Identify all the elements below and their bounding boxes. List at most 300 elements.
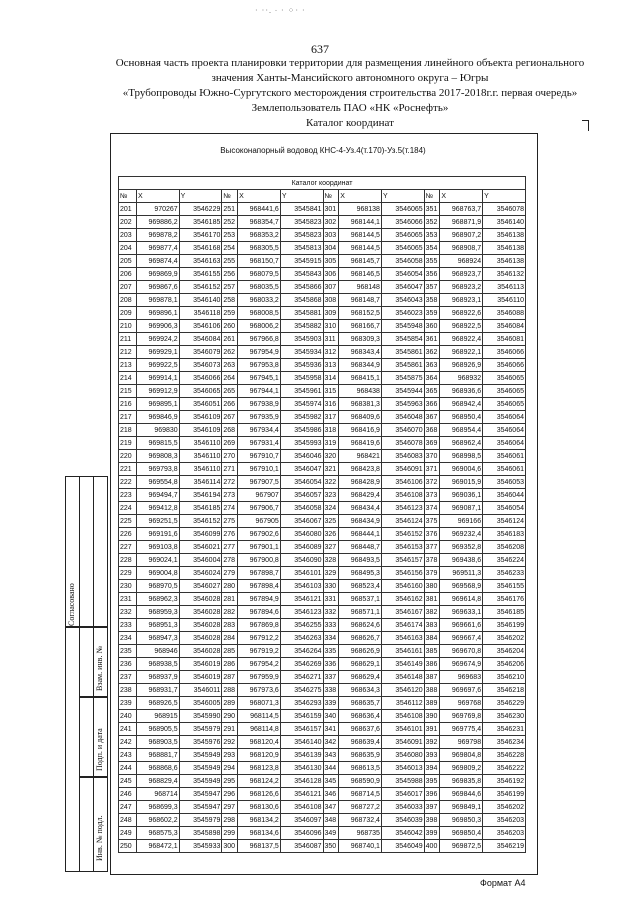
y-coordinate-cell: 3545982 (280, 411, 323, 424)
y-coordinate-cell: 3546275 (280, 684, 323, 697)
x-coordinate-cell: 968144,5 (339, 229, 382, 242)
y-coordinate-cell: 3546120 (381, 684, 424, 697)
point-number-cell: 354 (424, 242, 440, 255)
x-coordinate-cell: 969922,5 (136, 359, 179, 372)
x-coordinate-cell: 968629,4 (339, 671, 382, 684)
column-header: № (222, 190, 238, 203)
x-coordinate-cell: 968868,6 (136, 762, 179, 775)
table-row (119, 736, 526, 749)
column-header: Y (483, 190, 526, 203)
y-coordinate-cell: 3546028 (179, 632, 222, 645)
point-number-cell: 380 (424, 580, 440, 593)
y-coordinate-cell: 3546027 (179, 580, 222, 593)
y-coordinate-cell: 3546064 (483, 424, 526, 437)
x-coordinate-cell: 967954,9 (238, 346, 281, 359)
stamp-divider-1 (65, 626, 108, 628)
point-number-cell: 331 (323, 593, 339, 606)
point-number-cell: 293 (222, 749, 238, 762)
x-coordinate-cell: 969024,1 (136, 554, 179, 567)
y-coordinate-cell: 3546065 (381, 229, 424, 242)
point-number-cell: 279 (222, 567, 238, 580)
table-row (119, 424, 526, 437)
point-number-cell: 395 (424, 775, 440, 788)
x-coordinate-cell: 968932 (440, 372, 483, 385)
x-coordinate-cell: 968735 (339, 827, 382, 840)
point-number-cell: 288 (222, 684, 238, 697)
y-coordinate-cell: 3546065 (381, 242, 424, 255)
x-coordinate-cell: 969872,5 (440, 840, 483, 853)
table-row (119, 606, 526, 619)
point-number-cell: 341 (323, 723, 339, 736)
point-number-cell: 344 (323, 762, 339, 775)
approval-stamp (65, 476, 110, 872)
y-coordinate-cell: 3546051 (179, 398, 222, 411)
x-coordinate-cell: 969924,2 (136, 333, 179, 346)
point-number-cell: 324 (323, 502, 339, 515)
y-coordinate-cell: 3545974 (280, 398, 323, 411)
point-number-cell: 245 (119, 775, 137, 788)
y-coordinate-cell: 3545963 (381, 398, 424, 411)
y-coordinate-cell: 3545949 (179, 775, 222, 788)
y-coordinate-cell: 3546103 (280, 580, 323, 593)
x-coordinate-cell: 967907 (238, 489, 281, 502)
x-coordinate-cell: 968947,3 (136, 632, 179, 645)
x-coordinate-cell: 969768 (440, 697, 483, 710)
point-number-cell: 377 (424, 541, 440, 554)
point-number-cell: 314 (323, 372, 339, 385)
y-coordinate-cell: 3546121 (280, 788, 323, 801)
point-number-cell: 215 (119, 385, 137, 398)
x-coordinate-cell: 968959,3 (136, 606, 179, 619)
x-coordinate-cell: 968923,7 (440, 268, 483, 281)
y-coordinate-cell: 3546108 (381, 710, 424, 723)
y-coordinate-cell: 3546109 (179, 411, 222, 424)
x-coordinate-cell: 968922,6 (440, 307, 483, 320)
point-number-cell: 305 (323, 255, 339, 268)
point-number-cell: 270 (222, 450, 238, 463)
y-coordinate-cell: 3545947 (179, 801, 222, 814)
table-body (119, 203, 526, 853)
table-row (119, 619, 526, 632)
x-coordinate-cell: 968954,4 (440, 424, 483, 437)
x-coordinate-cell: 968571,1 (339, 606, 382, 619)
frame-bracket (582, 120, 589, 131)
point-number-cell: 369 (424, 437, 440, 450)
x-coordinate-cell: 968613,5 (339, 762, 382, 775)
point-number-cell: 313 (323, 359, 339, 372)
y-coordinate-cell: 3546046 (280, 450, 323, 463)
x-coordinate-cell: 968353,2 (238, 229, 281, 242)
point-number-cell: 278 (222, 554, 238, 567)
x-coordinate-cell: 967894,6 (238, 606, 281, 619)
point-number-cell: 297 (222, 801, 238, 814)
header-line-2: значения Ханты-Мансийского автономного округа – Югры (211, 72, 489, 84)
point-number-cell: 269 (222, 437, 238, 450)
y-coordinate-cell: 3545875 (381, 372, 424, 385)
point-number-cell: 337 (323, 671, 339, 684)
x-coordinate-cell: 968922,1 (440, 346, 483, 359)
x-coordinate-cell: 969004,8 (136, 567, 179, 580)
point-number-cell: 220 (119, 450, 137, 463)
x-coordinate-cell: 969554,8 (136, 476, 179, 489)
y-coordinate-cell: 3545958 (280, 372, 323, 385)
y-coordinate-cell: 3546061 (483, 463, 526, 476)
column-header: Y (280, 190, 323, 203)
point-number-cell: 376 (424, 528, 440, 541)
y-coordinate-cell: 3546208 (483, 541, 526, 554)
y-coordinate-cell: 3546112 (381, 697, 424, 710)
point-number-cell: 379 (424, 567, 440, 580)
y-coordinate-cell: 3545843 (280, 268, 323, 281)
table-row (119, 645, 526, 658)
x-coordinate-cell: 969798 (440, 736, 483, 749)
table-row (119, 723, 526, 736)
y-coordinate-cell: 3546148 (381, 671, 424, 684)
x-coordinate-cell: 967906,7 (238, 502, 281, 515)
x-coordinate-cell: 968472,1 (136, 840, 179, 853)
x-coordinate-cell: 968905,5 (136, 723, 179, 736)
x-coordinate-cell: 967907,5 (238, 476, 281, 489)
y-coordinate-cell: 3546138 (483, 229, 526, 242)
table-row (119, 359, 526, 372)
point-number-cell: 358 (424, 294, 440, 307)
point-number-cell: 230 (119, 580, 137, 593)
table-header-row (119, 190, 526, 203)
point-number-cell: 241 (119, 723, 137, 736)
table-row (119, 840, 526, 853)
y-coordinate-cell: 3546210 (483, 671, 526, 684)
x-coordinate-cell: 969850,3 (440, 814, 483, 827)
point-number-cell: 370 (424, 450, 440, 463)
y-coordinate-cell: 3546123 (280, 606, 323, 619)
x-coordinate-cell: 968602,2 (136, 814, 179, 827)
y-coordinate-cell: 3546199 (483, 788, 526, 801)
y-coordinate-cell: 3546224 (483, 554, 526, 567)
y-coordinate-cell: 3546264 (280, 645, 323, 658)
y-coordinate-cell: 3546160 (381, 580, 424, 593)
point-number-cell: 223 (119, 489, 137, 502)
x-coordinate-cell: 968416,9 (339, 424, 382, 437)
x-coordinate-cell: 968634,3 (339, 684, 382, 697)
table-row (119, 463, 526, 476)
y-coordinate-cell: 3546065 (483, 372, 526, 385)
y-coordinate-cell: 3545898 (179, 827, 222, 840)
x-coordinate-cell: 968962,4 (440, 437, 483, 450)
point-number-cell: 320 (323, 450, 339, 463)
x-coordinate-cell: 968144,1 (339, 216, 382, 229)
y-coordinate-cell: 3546202 (483, 632, 526, 645)
x-coordinate-cell: 967910,7 (238, 450, 281, 463)
table-row (119, 632, 526, 645)
x-coordinate-cell: 968123,8 (238, 762, 281, 775)
point-number-cell: 206 (119, 268, 137, 281)
point-number-cell: 250 (119, 840, 137, 853)
y-coordinate-cell: 3546153 (381, 541, 424, 554)
point-number-cell: 274 (222, 502, 238, 515)
point-number-cell: 300 (222, 840, 238, 853)
y-coordinate-cell: 3545882 (280, 320, 323, 333)
x-coordinate-cell: 968942,4 (440, 398, 483, 411)
point-number-cell: 257 (222, 281, 238, 294)
point-number-cell: 249 (119, 827, 137, 840)
y-coordinate-cell: 3546159 (280, 710, 323, 723)
table-row (119, 697, 526, 710)
point-number-cell: 326 (323, 528, 339, 541)
x-coordinate-cell: 968381,3 (339, 398, 382, 411)
y-coordinate-cell: 3546229 (179, 203, 222, 216)
y-coordinate-cell: 3546219 (483, 840, 526, 853)
point-number-cell: 348 (323, 814, 339, 827)
y-coordinate-cell: 3546157 (280, 723, 323, 736)
y-coordinate-cell: 3546028 (179, 619, 222, 632)
x-coordinate-cell: 969352,8 (440, 541, 483, 554)
point-number-cell: 226 (119, 528, 137, 541)
point-number-cell: 214 (119, 372, 137, 385)
point-number-cell: 385 (424, 645, 440, 658)
header-line-4: Землепользователь ПАО «НК «Роснефть» (251, 102, 449, 114)
point-number-cell: 207 (119, 281, 137, 294)
point-number-cell: 307 (323, 281, 339, 294)
point-number-cell: 217 (119, 411, 137, 424)
point-number-cell: 352 (424, 216, 440, 229)
point-number-cell: 255 (222, 255, 238, 268)
y-coordinate-cell: 3546229 (483, 697, 526, 710)
x-coordinate-cell: 969191,6 (136, 528, 179, 541)
y-coordinate-cell: 3546263 (280, 632, 323, 645)
y-coordinate-cell: 3546064 (483, 411, 526, 424)
x-coordinate-cell: 968434,4 (339, 502, 382, 515)
point-number-cell: 227 (119, 541, 137, 554)
y-coordinate-cell: 3546065 (483, 398, 526, 411)
x-coordinate-cell: 968419,6 (339, 437, 382, 450)
point-number-cell: 247 (119, 801, 137, 814)
point-number-cell: 347 (323, 801, 339, 814)
y-coordinate-cell: 3546054 (483, 502, 526, 515)
table-row (119, 476, 526, 489)
y-coordinate-cell: 3546183 (483, 528, 526, 541)
x-coordinate-cell: 968138 (339, 203, 382, 216)
point-number-cell: 298 (222, 814, 238, 827)
point-number-cell: 218 (119, 424, 137, 437)
y-coordinate-cell: 3546206 (483, 658, 526, 671)
x-coordinate-cell: 968998,5 (440, 450, 483, 463)
point-number-cell: 232 (119, 606, 137, 619)
x-coordinate-cell: 968926,5 (136, 697, 179, 710)
y-coordinate-cell: 3546064 (483, 437, 526, 450)
x-coordinate-cell: 967902,6 (238, 528, 281, 541)
x-coordinate-cell: 968523,4 (339, 580, 382, 593)
point-number-cell: 315 (323, 385, 339, 398)
x-coordinate-cell: 968635,9 (339, 749, 382, 762)
y-coordinate-cell: 3546176 (483, 593, 526, 606)
y-coordinate-cell: 3546293 (280, 697, 323, 710)
y-coordinate-cell: 3546132 (483, 268, 526, 281)
table-row (119, 489, 526, 502)
point-number-cell: 211 (119, 333, 137, 346)
table-row (119, 710, 526, 723)
x-coordinate-cell: 969874,4 (136, 255, 179, 268)
table-row (119, 684, 526, 697)
y-coordinate-cell: 3545933 (179, 840, 222, 853)
point-number-cell: 256 (222, 268, 238, 281)
x-coordinate-cell: 969769,8 (440, 710, 483, 723)
y-coordinate-cell: 3545823 (280, 229, 323, 242)
y-coordinate-cell: 3546070 (381, 424, 424, 437)
top-scribble: · ··. ∙ · ⁘· · (255, 6, 306, 15)
x-coordinate-cell: 968415,1 (339, 372, 382, 385)
table-row (119, 671, 526, 684)
y-coordinate-cell: 3546161 (381, 645, 424, 658)
x-coordinate-cell: 968903,5 (136, 736, 179, 749)
x-coordinate-cell: 968441,6 (238, 203, 281, 216)
x-coordinate-cell: 969494,7 (136, 489, 179, 502)
x-coordinate-cell: 969614,8 (440, 593, 483, 606)
y-coordinate-cell: 3546149 (381, 658, 424, 671)
point-number-cell: 291 (222, 723, 238, 736)
point-number-cell: 367 (424, 411, 440, 424)
y-coordinate-cell: 3545868 (280, 294, 323, 307)
x-coordinate-cell: 968126,6 (238, 788, 281, 801)
point-number-cell: 224 (119, 502, 137, 515)
point-number-cell: 238 (119, 684, 137, 697)
y-coordinate-cell: 3546054 (280, 476, 323, 489)
point-number-cell: 392 (424, 736, 440, 749)
point-number-cell: 258 (222, 294, 238, 307)
y-coordinate-cell: 3546118 (179, 307, 222, 320)
y-coordinate-cell: 3545990 (179, 710, 222, 723)
x-coordinate-cell: 969912,9 (136, 385, 179, 398)
column-header: № (323, 190, 339, 203)
point-number-cell: 234 (119, 632, 137, 645)
point-number-cell: 327 (323, 541, 339, 554)
x-coordinate-cell: 969793,8 (136, 463, 179, 476)
y-coordinate-cell: 3545823 (280, 216, 323, 229)
x-coordinate-cell: 968637,6 (339, 723, 382, 736)
x-coordinate-cell: 968946 (136, 645, 179, 658)
x-coordinate-cell: 968166,7 (339, 320, 382, 333)
point-number-cell: 368 (424, 424, 440, 437)
table-row (119, 567, 526, 580)
point-number-cell: 364 (424, 372, 440, 385)
point-number-cell: 388 (424, 684, 440, 697)
y-coordinate-cell: 3546128 (280, 775, 323, 788)
y-coordinate-cell: 3545947 (179, 788, 222, 801)
y-coordinate-cell: 3546021 (179, 541, 222, 554)
x-coordinate-cell: 969775,4 (440, 723, 483, 736)
point-number-cell: 346 (323, 788, 339, 801)
y-coordinate-cell: 3546130 (280, 762, 323, 775)
point-number-cell: 309 (323, 307, 339, 320)
point-number-cell: 271 (222, 463, 238, 476)
x-coordinate-cell: 968923,1 (440, 294, 483, 307)
point-number-cell: 325 (323, 515, 339, 528)
table-row (119, 372, 526, 385)
table-row (119, 502, 526, 515)
y-coordinate-cell: 3546202 (483, 801, 526, 814)
point-number-cell: 283 (222, 619, 238, 632)
point-number-cell: 310 (323, 320, 339, 333)
y-coordinate-cell: 3546065 (179, 385, 222, 398)
x-coordinate-cell: 969850,4 (440, 827, 483, 840)
x-coordinate-cell: 968936,6 (440, 385, 483, 398)
point-number-cell: 350 (323, 840, 339, 853)
table-row (119, 658, 526, 671)
point-number-cell: 398 (424, 814, 440, 827)
point-number-cell: 251 (222, 203, 238, 216)
x-coordinate-cell: 968344,9 (339, 359, 382, 372)
y-coordinate-cell: 3546218 (483, 684, 526, 697)
x-coordinate-cell: 969896,1 (136, 307, 179, 320)
y-coordinate-cell: 3546087 (280, 840, 323, 853)
point-number-cell: 276 (222, 528, 238, 541)
point-number-cell: 221 (119, 463, 137, 476)
x-coordinate-cell: 969914,1 (136, 372, 179, 385)
x-coordinate-cell: 969809,2 (440, 762, 483, 775)
x-coordinate-cell: 969015,9 (440, 476, 483, 489)
point-number-cell: 308 (323, 294, 339, 307)
x-coordinate-cell: 968732,4 (339, 814, 382, 827)
x-coordinate-cell: 967966,8 (238, 333, 281, 346)
point-number-cell: 280 (222, 580, 238, 593)
x-coordinate-cell: 969438,6 (440, 554, 483, 567)
point-number-cell: 365 (424, 385, 440, 398)
table-row (119, 255, 526, 268)
point-number-cell: 231 (119, 593, 137, 606)
y-coordinate-cell: 3545961 (280, 385, 323, 398)
point-number-cell: 284 (222, 632, 238, 645)
point-number-cell: 243 (119, 749, 137, 762)
y-coordinate-cell: 3546140 (483, 216, 526, 229)
point-number-cell: 304 (323, 242, 339, 255)
x-coordinate-cell: 968120,4 (238, 736, 281, 749)
point-number-cell: 267 (222, 411, 238, 424)
x-coordinate-cell: 967900,8 (238, 554, 281, 567)
y-coordinate-cell: 3546066 (483, 359, 526, 372)
y-coordinate-cell: 3546163 (381, 632, 424, 645)
point-number-cell: 253 (222, 229, 238, 242)
y-coordinate-cell: 3546194 (179, 489, 222, 502)
point-number-cell: 311 (323, 333, 339, 346)
x-coordinate-cell: 968915 (136, 710, 179, 723)
y-coordinate-cell: 3546162 (381, 593, 424, 606)
y-coordinate-cell: 3546028 (179, 593, 222, 606)
x-coordinate-cell: 968937,9 (136, 671, 179, 684)
point-number-cell: 236 (119, 658, 137, 671)
y-coordinate-cell: 3546138 (483, 255, 526, 268)
y-coordinate-cell: 3546090 (280, 554, 323, 567)
table-caption-row (119, 177, 526, 190)
x-coordinate-cell: 968624,6 (339, 619, 382, 632)
x-coordinate-cell: 967898,4 (238, 580, 281, 593)
x-coordinate-cell: 968438 (339, 385, 382, 398)
y-coordinate-cell: 3546065 (381, 203, 424, 216)
x-coordinate-cell: 968714 (136, 788, 179, 801)
table-subtitle: Высоконапорный водовод КНС-4-Уз.4(т.170)-Уз.5(т.184) (220, 146, 426, 155)
point-number-cell: 228 (119, 554, 137, 567)
y-coordinate-cell: 3546170 (179, 229, 222, 242)
table-row (119, 801, 526, 814)
y-coordinate-cell: 3546066 (179, 372, 222, 385)
x-coordinate-cell: 968134,2 (238, 814, 281, 827)
x-coordinate-cell: 968881,7 (136, 749, 179, 762)
y-coordinate-cell: 3545979 (179, 723, 222, 736)
y-coordinate-cell: 3545936 (280, 359, 323, 372)
point-number-cell: 290 (222, 710, 238, 723)
y-coordinate-cell: 3546231 (483, 723, 526, 736)
x-coordinate-cell: 969232,4 (440, 528, 483, 541)
point-number-cell: 363 (424, 359, 440, 372)
point-number-cell: 390 (424, 710, 440, 723)
